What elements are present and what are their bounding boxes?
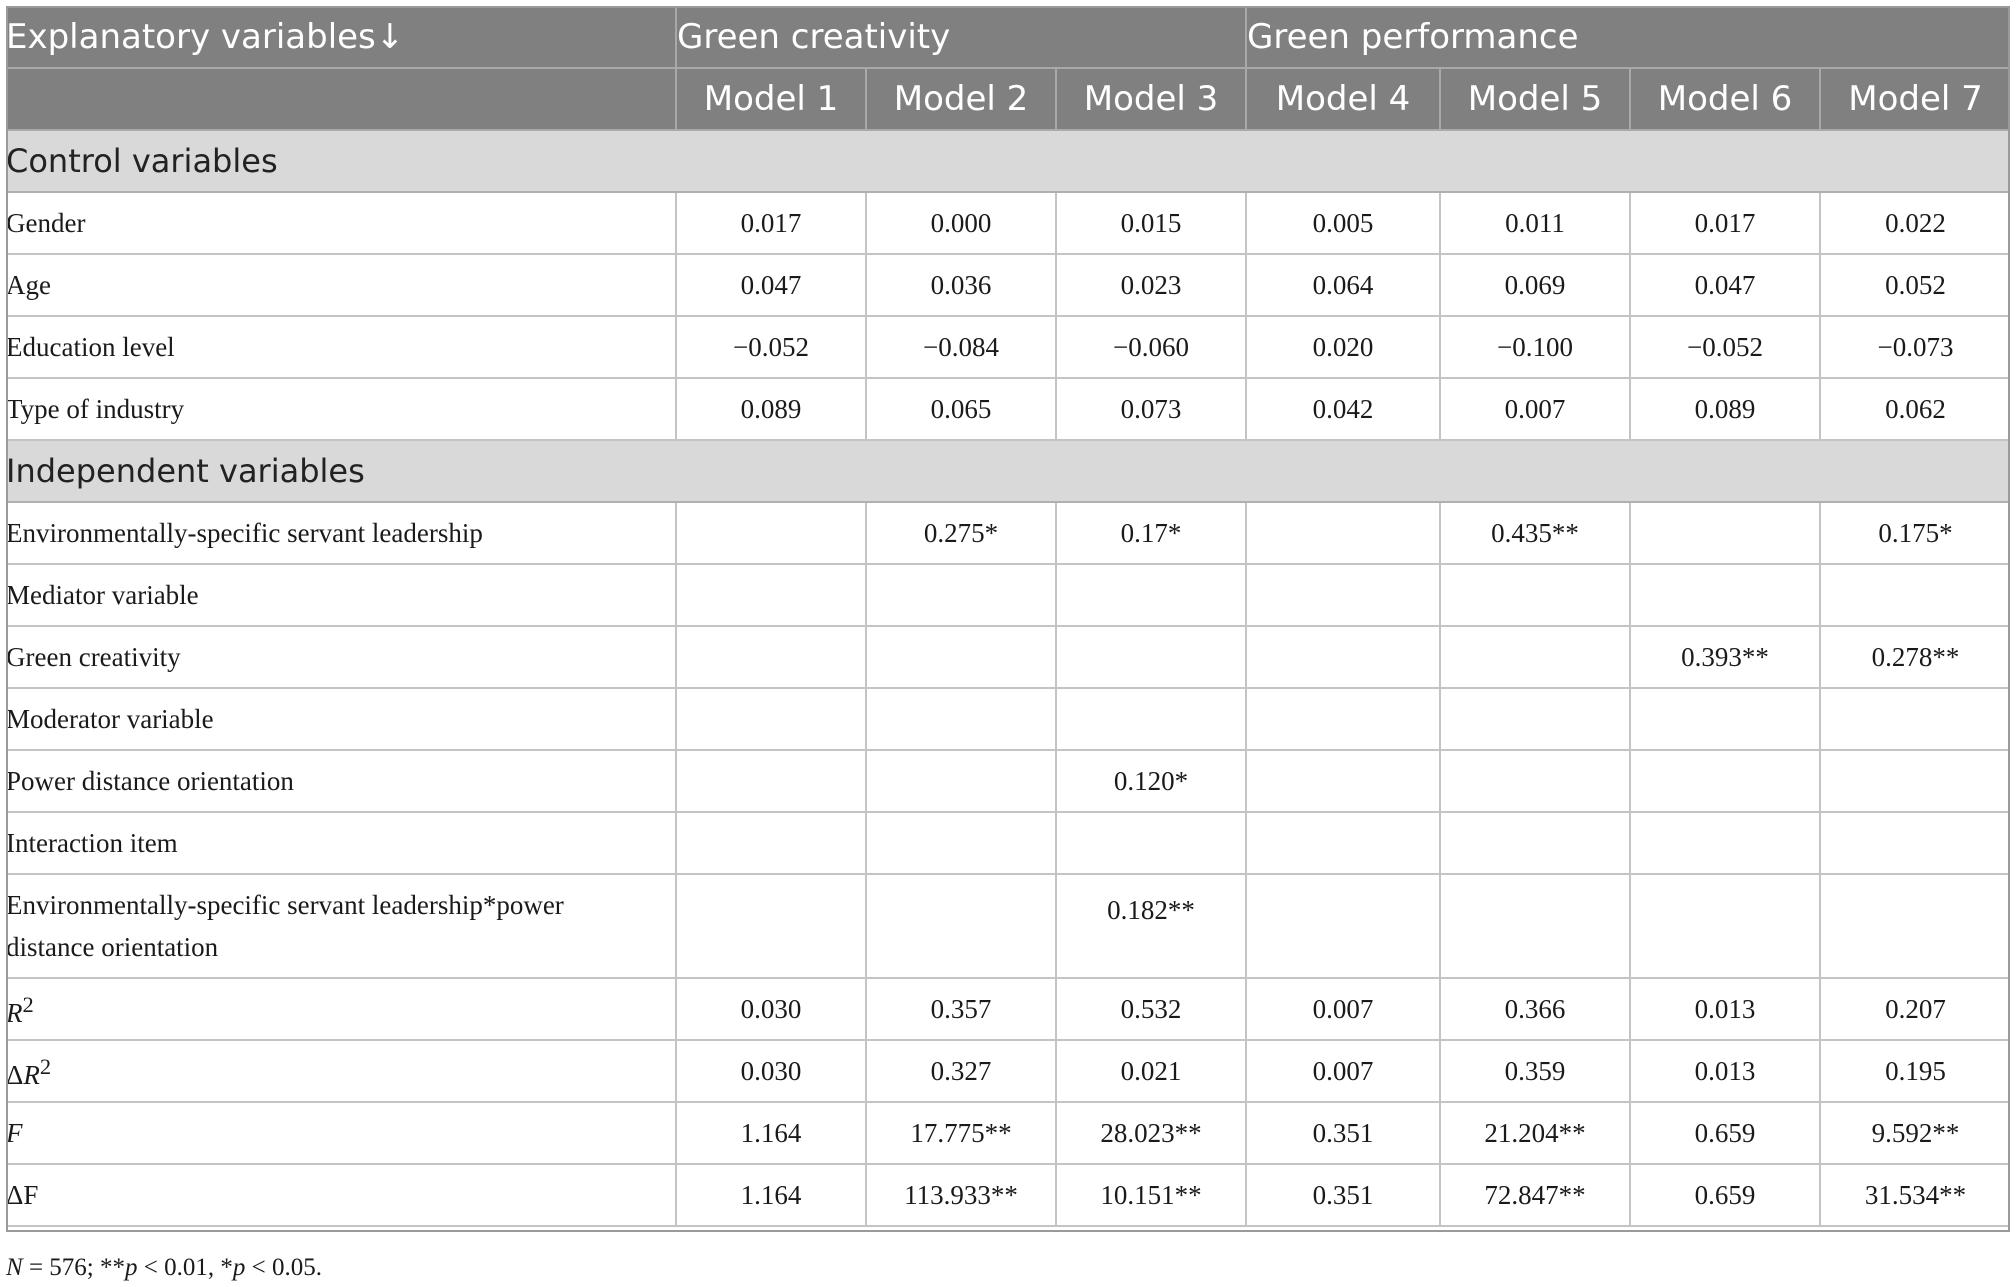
- table-cell: 0.007: [1440, 378, 1630, 440]
- group-header-green-creativity: Green creativity: [676, 6, 1246, 68]
- table-cell: [1056, 564, 1246, 626]
- table-cell: 0.052: [1820, 254, 2010, 316]
- table-row: [6, 192, 2010, 254]
- section-label-control: Control variables: [6, 130, 2010, 192]
- table-cell: 0.030: [676, 978, 866, 1040]
- table-cell: 0.015: [1056, 192, 1246, 254]
- table-row: [6, 812, 2010, 874]
- delta-symbol: Δ: [6, 1060, 24, 1090]
- table-cell: [866, 688, 1056, 750]
- table-cell: 0.175*: [1820, 502, 2010, 564]
- table-row: [6, 750, 2010, 812]
- model-header: Model 6: [1630, 68, 1820, 130]
- table-cell: 0.023: [1056, 254, 1246, 316]
- table-cell: [1820, 874, 2010, 978]
- table-cell: [1630, 564, 1820, 626]
- table-cell: [1056, 688, 1246, 750]
- table-cell: [1820, 564, 2010, 626]
- table-cell: 9.592**: [1820, 1102, 2010, 1164]
- superscript: 2: [22, 992, 34, 1017]
- group-header-green-performance: Green performance: [1246, 6, 2010, 68]
- table-cell: [1056, 626, 1246, 688]
- table-cell: 0.195: [1820, 1040, 2010, 1102]
- table-cell: 0.007: [1246, 1040, 1440, 1102]
- table-cell: 0.022: [1820, 192, 2010, 254]
- row-label: ΔF: [6, 1164, 676, 1226]
- table-cell: 0.366: [1440, 978, 1630, 1040]
- table-cell: 0.000: [866, 192, 1056, 254]
- row-label: [6, 874, 676, 978]
- footnote-n: N: [6, 1254, 23, 1281]
- table-cell: 0.207: [1820, 978, 2010, 1040]
- row-label: Power distance orientation: [6, 750, 676, 812]
- table-cell: [1630, 688, 1820, 750]
- table-cell: [676, 502, 866, 564]
- table-row: [6, 626, 2010, 688]
- table-cell: −0.060: [1056, 316, 1246, 378]
- table-cell: [1246, 626, 1440, 688]
- explanatory-variables-header: Explanatory variables↓: [6, 6, 676, 68]
- model-header: Model 4: [1246, 68, 1440, 130]
- table-cell: 0.021: [1056, 1040, 1246, 1102]
- row-label: Education level: [6, 316, 676, 378]
- row-label-r2: [6, 978, 676, 1040]
- regression-table: [6, 6, 2010, 1227]
- footnote-p2-rest: < 0.05.: [245, 1254, 322, 1281]
- model-header: Model 2: [866, 68, 1056, 130]
- table-cell: 1.164: [676, 1164, 866, 1226]
- table-cell: 0.069: [1440, 254, 1630, 316]
- table-cell: 0.435**: [1440, 502, 1630, 564]
- table-cell: 0.073: [1056, 378, 1246, 440]
- table-cell: 0.036: [866, 254, 1056, 316]
- table-cell: 0.659: [1630, 1164, 1820, 1226]
- table-cell: [676, 750, 866, 812]
- table-cell: [676, 812, 866, 874]
- table-row: [6, 978, 2010, 1040]
- table-cell: [866, 874, 1056, 978]
- row-label: Moderator variable: [6, 688, 676, 750]
- table-cell: 21.204**: [1440, 1102, 1630, 1164]
- table-cell: 0.17*: [1056, 502, 1246, 564]
- table-cell: 0.089: [1630, 378, 1820, 440]
- table-cell: 0.017: [1630, 192, 1820, 254]
- table-cell: −0.084: [866, 316, 1056, 378]
- table-cell: [1440, 564, 1630, 626]
- table-cell: 0.278**: [1820, 626, 2010, 688]
- table-cell: [1630, 502, 1820, 564]
- table-cell: 0.357: [866, 978, 1056, 1040]
- table-row: [6, 874, 2010, 978]
- table-cell: [676, 626, 866, 688]
- row-label: Age: [6, 254, 676, 316]
- table-cell: 0.013: [1630, 1040, 1820, 1102]
- table-cell: 0.011: [1440, 192, 1630, 254]
- model-header: Model 3: [1056, 68, 1246, 130]
- table-cell: 1.164: [676, 1102, 866, 1164]
- table-cell: 0.659: [1630, 1102, 1820, 1164]
- table-cell: [1246, 688, 1440, 750]
- table-cell: −0.052: [1630, 316, 1820, 378]
- table-row: [6, 502, 2010, 564]
- footnote-n-value: = 576; **: [22, 1254, 125, 1281]
- footnote-p1-rest: < 0.01, *: [137, 1254, 233, 1281]
- table-footnote: [6, 1254, 322, 1282]
- table-cell: 0.351: [1246, 1102, 1440, 1164]
- table-cell: [1056, 812, 1246, 874]
- footnote-p1: p: [124, 1254, 138, 1281]
- table-cell: [1246, 874, 1440, 978]
- model-header: Model 5: [1440, 68, 1630, 130]
- table-cell: 0.393**: [1630, 626, 1820, 688]
- row-label: Mediator variable: [6, 564, 676, 626]
- table-cell: 0.327: [866, 1040, 1056, 1102]
- row-label: Gender: [6, 192, 676, 254]
- table-cell: [866, 626, 1056, 688]
- r-symbol: R: [6, 998, 23, 1028]
- section-row-independent: [6, 440, 2010, 502]
- table-cell: [1820, 750, 2010, 812]
- table-cell: 0.020: [1246, 316, 1440, 378]
- table-row: [6, 1102, 2010, 1164]
- table-cell: [676, 564, 866, 626]
- table-cell: [676, 874, 866, 978]
- table-cell: 0.275*: [866, 502, 1056, 564]
- table-cell: 0.120*: [1056, 750, 1246, 812]
- table-cell: 0.062: [1820, 378, 2010, 440]
- table-cell: 0.351: [1246, 1164, 1440, 1226]
- table-row: [6, 378, 2010, 440]
- table-cell: [1630, 750, 1820, 812]
- table-cell: 0.532: [1056, 978, 1246, 1040]
- section-label-independent: Independent variables: [6, 440, 2010, 502]
- table-cell: [1820, 688, 2010, 750]
- table-cell: 31.534**: [1820, 1164, 2010, 1226]
- f-symbol: F: [6, 1118, 23, 1148]
- table-cell: [1246, 812, 1440, 874]
- table-cell: [1440, 626, 1630, 688]
- table-row: [6, 316, 2010, 378]
- table-cell: 0.042: [1246, 378, 1440, 440]
- r-symbol: R: [23, 1060, 40, 1090]
- table-cell: 0.182**: [1056, 874, 1246, 978]
- table-cell: 0.030: [676, 1040, 866, 1102]
- table-cell: 17.775**: [866, 1102, 1056, 1164]
- row-label-line2: distance orientation: [6, 932, 219, 962]
- table-cell: 0.065: [866, 378, 1056, 440]
- row-label: Environmentally-specific servant leadership: [6, 502, 676, 564]
- table-cell: 0.047: [1630, 254, 1820, 316]
- table-cell: 0.017: [676, 192, 866, 254]
- table-cell: [1440, 874, 1630, 978]
- section-row-control: [6, 130, 2010, 192]
- table-cell: 113.933**: [866, 1164, 1056, 1226]
- table-cell: 0.047: [676, 254, 866, 316]
- table-cell: 0.005: [1246, 192, 1440, 254]
- table-cell: [1440, 688, 1630, 750]
- table-cell: [1246, 564, 1440, 626]
- table-row: [6, 254, 2010, 316]
- table-row: [6, 1040, 2010, 1102]
- table-cell: [1246, 502, 1440, 564]
- superscript: 2: [39, 1054, 52, 1079]
- header-row-models: [6, 68, 2010, 130]
- table-cell: [1440, 750, 1630, 812]
- table-cell: 0.013: [1630, 978, 1820, 1040]
- table-cell: 0.064: [1246, 254, 1440, 316]
- table-cell: −0.100: [1440, 316, 1630, 378]
- table-cell: [866, 564, 1056, 626]
- model-header: Model 7: [1820, 68, 2010, 130]
- table-cell: [1630, 812, 1820, 874]
- model-header: Model 1: [676, 68, 866, 130]
- table-row: [6, 564, 2010, 626]
- table-row: [6, 1164, 2010, 1226]
- table-cell: [676, 688, 866, 750]
- row-label: Type of industry: [6, 378, 676, 440]
- row-label: Interaction item: [6, 812, 676, 874]
- table-cell: 28.023**: [1056, 1102, 1246, 1164]
- table-cell: 10.151**: [1056, 1164, 1246, 1226]
- table-row: [6, 688, 2010, 750]
- table-cell: 0.007: [1246, 978, 1440, 1040]
- table-cell: −0.052: [676, 316, 866, 378]
- table-cell: [1246, 750, 1440, 812]
- table-cell: [1440, 812, 1630, 874]
- table-cell: −0.073: [1820, 316, 2010, 378]
- table-cell: 0.359: [1440, 1040, 1630, 1102]
- table-cell: [1630, 874, 1820, 978]
- footnote-p2: p: [232, 1254, 246, 1281]
- row-label: Green creativity: [6, 626, 676, 688]
- table-cell: [866, 812, 1056, 874]
- table-cell: [1820, 812, 2010, 874]
- row-label-line1: Environmentally-specific servant leadership*power: [6, 890, 564, 920]
- header-row-groups: [6, 6, 2010, 68]
- table-cell: 0.089: [676, 378, 866, 440]
- row-label-f: [6, 1102, 676, 1164]
- header-blank-cell: [6, 68, 676, 130]
- table-cell: [866, 750, 1056, 812]
- table-cell: 72.847**: [1440, 1164, 1630, 1226]
- row-label-delta-r2: [6, 1040, 676, 1102]
